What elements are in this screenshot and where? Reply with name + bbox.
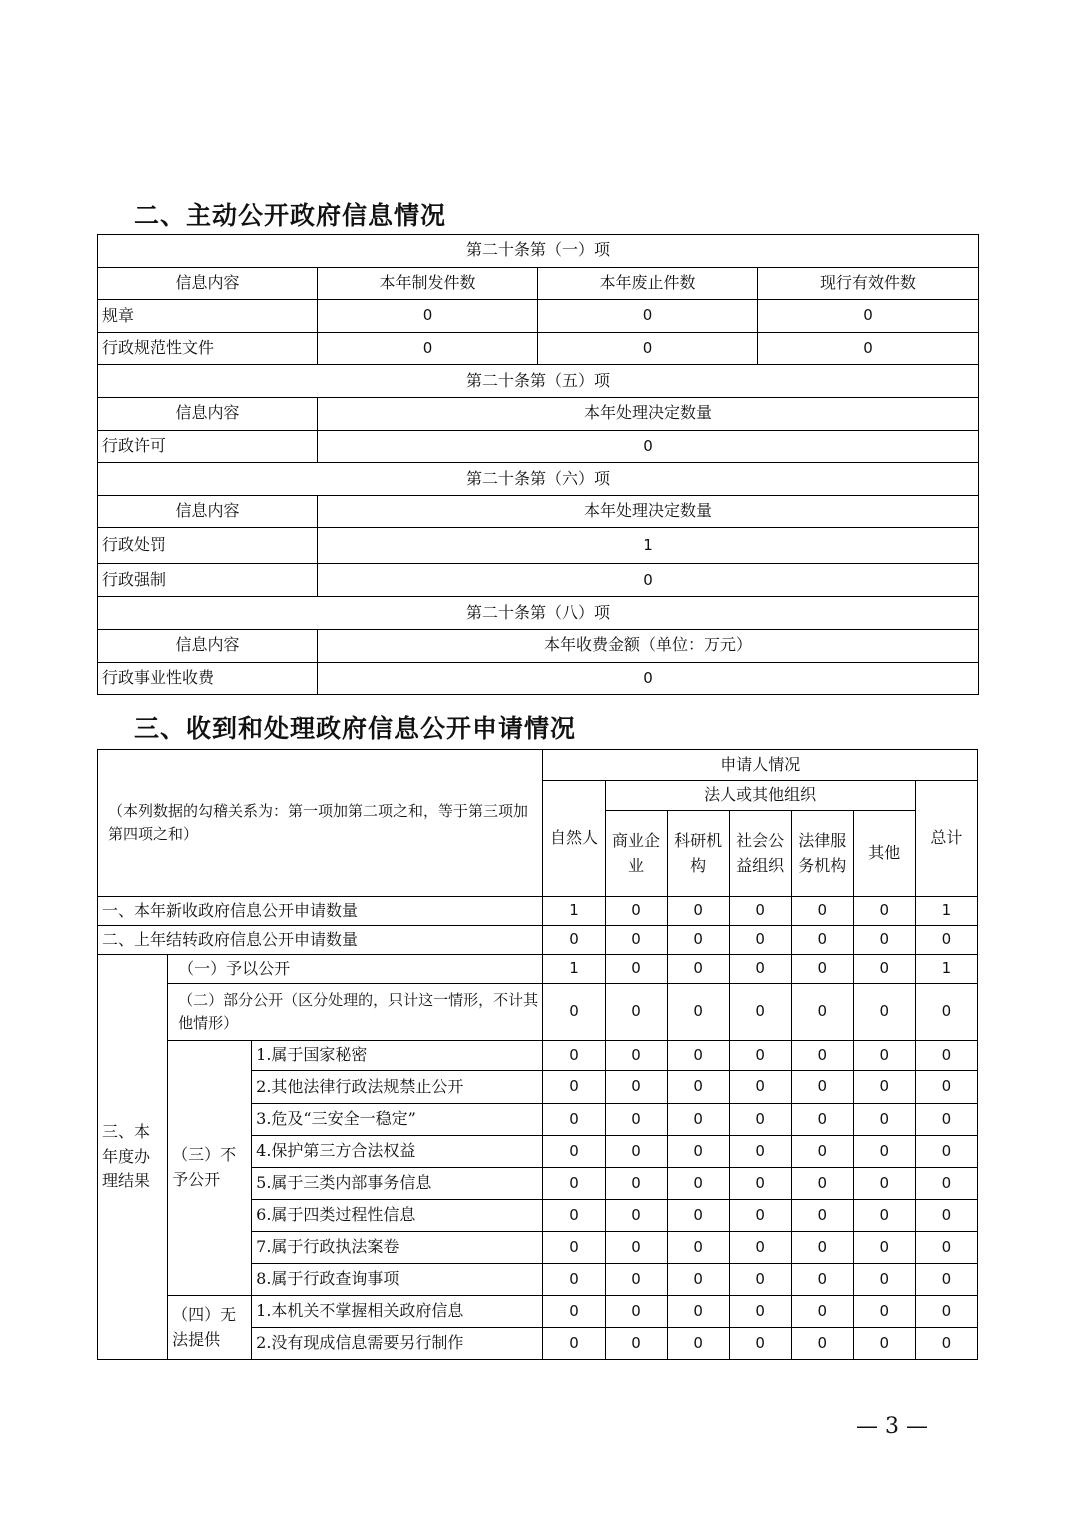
- value-cell: 0: [318, 564, 979, 597]
- value-cell: 0: [758, 332, 979, 365]
- value-cell: 0: [853, 926, 915, 955]
- value-cell: 1: [543, 955, 605, 984]
- value-cell: 0: [729, 1264, 791, 1296]
- value-cell: 1: [318, 528, 979, 564]
- value-cell: 0: [605, 955, 667, 984]
- value-cell: 0: [729, 1296, 791, 1328]
- row-label: 7.属于行政执法案卷: [252, 1232, 543, 1264]
- value-cell: 0: [853, 1104, 915, 1136]
- value-cell: 0: [667, 1071, 729, 1104]
- value-cell: 0: [791, 1168, 853, 1200]
- value-cell: 0: [605, 1232, 667, 1264]
- value-cell: 0: [791, 1071, 853, 1104]
- value-cell: 0: [915, 1264, 977, 1296]
- header-cell: 信息内容: [98, 267, 318, 300]
- value-cell: 0: [853, 1200, 915, 1232]
- value-cell: 0: [853, 897, 915, 926]
- value-cell: 0: [853, 955, 915, 984]
- column-header: 科研机构: [667, 811, 729, 897]
- value-cell: 0: [605, 1136, 667, 1168]
- row-label: 8.属于行政查询事项: [252, 1264, 543, 1296]
- column-header: 商业企业: [605, 811, 667, 897]
- table-row: [98, 528, 979, 564]
- application-table: [97, 749, 978, 1360]
- value-cell: 0: [543, 1168, 605, 1200]
- table-row: [98, 984, 978, 1041]
- value-cell: 0: [605, 897, 667, 926]
- value-cell: 0: [605, 1328, 667, 1360]
- row-label: （二）部分公开（区分处理的，只计这一情形，不计其他情形）: [168, 984, 543, 1041]
- value-cell: 0: [915, 1136, 977, 1168]
- value-cell: 0: [605, 1296, 667, 1328]
- value-cell: 0: [667, 1136, 729, 1168]
- value-cell: 1: [543, 897, 605, 926]
- not-open-group-label: （三）不予公开: [168, 1041, 252, 1296]
- value-cell: 0: [915, 1328, 977, 1360]
- row-label: 4.保护第三方合法权益: [252, 1136, 543, 1168]
- value-cell: 0: [791, 984, 853, 1041]
- row-label: 二、上年结转政府信息公开申请数量: [98, 926, 543, 955]
- value-cell: 0: [667, 1168, 729, 1200]
- value-cell: 0: [853, 1264, 915, 1296]
- section-2-title: 二、主动公开政府信息情况: [134, 201, 447, 230]
- value-cell: 0: [667, 984, 729, 1041]
- value-cell: 0: [915, 1041, 977, 1071]
- checksum-note: （本列数据的勾稽关系为：第一项加第二项之和，等于第三项加第四项之和）: [98, 750, 543, 897]
- value-cell: 0: [729, 984, 791, 1041]
- value-cell: 0: [853, 1041, 915, 1071]
- natural-person-header: 自然人: [543, 781, 605, 897]
- header-cell: 本年收费金额（单位：万元）: [318, 629, 979, 662]
- column-header: 其他: [853, 811, 915, 897]
- value-cell: 0: [667, 1232, 729, 1264]
- page-number: — 3 —: [856, 1414, 928, 1439]
- value-cell: 0: [791, 1328, 853, 1360]
- table-row: [98, 300, 979, 333]
- table-row: [98, 1041, 978, 1071]
- value-cell: 0: [667, 955, 729, 984]
- value-cell: 1: [915, 955, 977, 984]
- value-cell: 0: [915, 1200, 977, 1232]
- value-cell: 0: [667, 926, 729, 955]
- value-cell: 0: [543, 1200, 605, 1232]
- value-cell: 0: [667, 897, 729, 926]
- value-cell: 0: [915, 1071, 977, 1104]
- value-cell: 0: [543, 1296, 605, 1328]
- value-cell: 0: [318, 662, 979, 695]
- legal-entity-header: 法人或其他组织: [605, 781, 915, 811]
- value-cell: 0: [853, 1168, 915, 1200]
- table-row: [98, 897, 978, 926]
- proactive-disclosure-table: [97, 234, 979, 695]
- row-label: 行政规范性文件: [98, 332, 318, 365]
- value-cell: 0: [667, 1041, 729, 1071]
- value-cell: 0: [853, 1296, 915, 1328]
- value-cell: 0: [318, 430, 979, 463]
- value-cell: 0: [605, 1041, 667, 1071]
- value-cell: 0: [318, 332, 538, 365]
- value-cell: 0: [667, 1200, 729, 1232]
- value-cell: 0: [729, 1232, 791, 1264]
- value-cell: 0: [543, 1071, 605, 1104]
- value-cell: 0: [791, 926, 853, 955]
- value-cell: 0: [791, 955, 853, 984]
- value-cell: 0: [543, 1136, 605, 1168]
- result-group-label: 三、本年度办理结果: [98, 955, 168, 1360]
- row-label: 1.属于国家秘密: [252, 1041, 543, 1071]
- part5-label: 第二十条第（五）项: [98, 365, 979, 398]
- table-row: [98, 430, 979, 463]
- row-label: 6.属于四类过程性信息: [252, 1200, 543, 1232]
- row-label: 1.本机关不掌握相关政府信息: [252, 1296, 543, 1328]
- part6-label: 第二十条第（六）项: [98, 463, 979, 496]
- table-row: [98, 926, 978, 955]
- applicant-header: 申请人情况: [543, 750, 978, 781]
- value-cell: 0: [543, 1232, 605, 1264]
- unable-group-label: （四）无法提供: [168, 1296, 252, 1360]
- value-cell: 0: [791, 1200, 853, 1232]
- header-cell: 本年废止件数: [538, 267, 758, 300]
- table-row: [98, 564, 979, 597]
- header-cell: 信息内容: [98, 629, 318, 662]
- value-cell: 0: [915, 1104, 977, 1136]
- value-cell: 0: [318, 300, 538, 333]
- value-cell: 0: [915, 984, 977, 1041]
- value-cell: 0: [543, 1264, 605, 1296]
- value-cell: 0: [915, 1296, 977, 1328]
- value-cell: 0: [729, 1136, 791, 1168]
- row-label: 5.属于三类内部事务信息: [252, 1168, 543, 1200]
- header-cell: 本年处理决定数量: [318, 397, 979, 430]
- value-cell: 0: [853, 1136, 915, 1168]
- table-row: [98, 1296, 978, 1328]
- value-cell: 0: [729, 1041, 791, 1071]
- value-cell: 0: [543, 1041, 605, 1071]
- column-header: 法律服务机构: [791, 811, 853, 897]
- value-cell: 0: [605, 1168, 667, 1200]
- value-cell: 0: [605, 1104, 667, 1136]
- value-cell: 0: [538, 300, 758, 333]
- value-cell: 0: [853, 1071, 915, 1104]
- table-row: [98, 332, 979, 365]
- header-cell: 本年处理决定数量: [318, 495, 979, 528]
- value-cell: 0: [791, 1296, 853, 1328]
- value-cell: 0: [667, 1104, 729, 1136]
- value-cell: 1: [915, 897, 977, 926]
- value-cell: 0: [791, 1232, 853, 1264]
- value-cell: 0: [729, 1071, 791, 1104]
- row-label: 3.危及“三安全一稳定”: [252, 1104, 543, 1136]
- value-cell: 0: [729, 1328, 791, 1360]
- value-cell: 0: [667, 1264, 729, 1296]
- value-cell: 0: [543, 984, 605, 1041]
- value-cell: 0: [791, 1104, 853, 1136]
- value-cell: 0: [667, 1296, 729, 1328]
- value-cell: 0: [543, 1104, 605, 1136]
- part1-label: 第二十条第（一）项: [98, 235, 979, 268]
- header-cell: 信息内容: [98, 397, 318, 430]
- row-label: 行政强制: [98, 564, 318, 597]
- row-label: 行政事业性收费: [98, 662, 318, 695]
- value-cell: 0: [605, 926, 667, 955]
- value-cell: 0: [605, 1200, 667, 1232]
- part8-label: 第二十条第（八）项: [98, 597, 979, 630]
- value-cell: 0: [791, 1136, 853, 1168]
- value-cell: 0: [791, 1041, 853, 1071]
- row-label: （一）予以公开: [168, 955, 543, 984]
- header-cell: 本年制发件数: [318, 267, 538, 300]
- value-cell: 0: [729, 897, 791, 926]
- column-header: 社会公益组织: [729, 811, 791, 897]
- value-cell: 0: [543, 926, 605, 955]
- value-cell: 0: [605, 1071, 667, 1104]
- value-cell: 0: [853, 1232, 915, 1264]
- row-label: 2.没有现成信息需要另行制作: [252, 1328, 543, 1360]
- row-label: 行政许可: [98, 430, 318, 463]
- value-cell: 0: [729, 955, 791, 984]
- total-header: 总计: [915, 781, 977, 897]
- table-row: [98, 662, 979, 695]
- row-label: 一、本年新收政府信息公开申请数量: [98, 897, 543, 926]
- row-label: 2.其他法律行政法规禁止公开: [252, 1071, 543, 1104]
- value-cell: 0: [853, 1328, 915, 1360]
- value-cell: 0: [538, 332, 758, 365]
- value-cell: 0: [605, 1264, 667, 1296]
- value-cell: 0: [729, 1104, 791, 1136]
- value-cell: 0: [729, 1168, 791, 1200]
- value-cell: 0: [667, 1328, 729, 1360]
- value-cell: 0: [729, 926, 791, 955]
- row-label: 行政处罚: [98, 528, 318, 564]
- value-cell: 0: [915, 1232, 977, 1264]
- value-cell: 0: [729, 1200, 791, 1232]
- value-cell: 0: [605, 984, 667, 1041]
- value-cell: 0: [853, 984, 915, 1041]
- value-cell: 0: [543, 1328, 605, 1360]
- row-label: 规章: [98, 300, 318, 333]
- value-cell: 0: [915, 1168, 977, 1200]
- value-cell: 0: [915, 926, 977, 955]
- section-3-title: 三、收到和处理政府信息公开申请情况: [134, 714, 577, 743]
- value-cell: 0: [758, 300, 979, 333]
- header-cell: 现行有效件数: [758, 267, 979, 300]
- header-cell: 信息内容: [98, 495, 318, 528]
- value-cell: 0: [791, 897, 853, 926]
- table-row: [98, 955, 978, 984]
- value-cell: 0: [791, 1264, 853, 1296]
